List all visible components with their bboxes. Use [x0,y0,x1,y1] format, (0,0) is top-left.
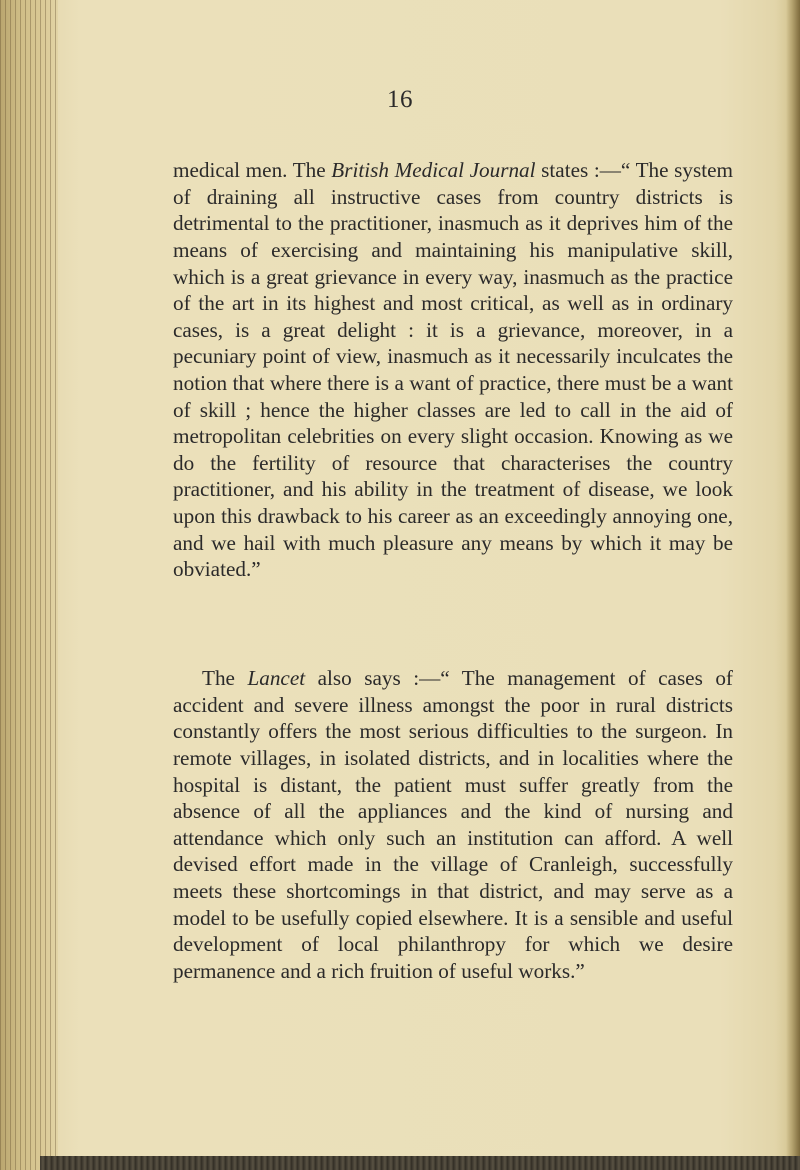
book-binding-gutter [0,0,58,1170]
paragraph-2-lead-text: The [202,666,248,691]
page-bottom-edge [40,1156,800,1170]
paragraph-1 [173,157,733,583]
paragraph-2 [173,665,733,984]
page-right-edge [786,0,800,1170]
paragraph-2-quote-text: also says :—“ The management of cases of accident and severe illness amongst the poor in rural districts constantly offers the most serious difficulties to the surgeon. In remote villages, in isolated districts, and in localities where the hospital is distant, the patient must suffer greatly from the absence of all the appliances and the kind of nursing and attendance which only such an institution can afford. A well devised effort made in the village of Cranleigh, successfully meets these shortcomings in that district, and may serve as a model to be usefully copied elsewhere. It is a sensible and useful development of local philanthropy for which we desire permanence and a rich fruition of useful works.” [173,666,733,983]
paragraph-1-lead-text: medical men. The [173,158,332,183]
paragraph-1-quote-text: states :—“ The system of draining all instructive cases from country districts is detrimental to the practitioner, inasmuch as it deprives him of the means of exercising and maintaining his manipulative skill, which is a great grievance in every way, inasmuch as the practice of the art in its highest and most critical, as well as in ordinary cases, is a great delight : it is a grievance, moreover, in a pecuniary point of view, inasmuch as it necessarily inculcates the notion that where there is a want of practice, there must be a want of skill ; hence the higher classes are led to call in the aid of metropolitan celebrities on every slight occasion. Knowing as we do the fertility of resource that characterises the country practitioner, and his ability in the treatment of disease, we look upon this drawback to his career as an exceedingly annoying one, and we hail with much pleasure any means by which it may be obviated.” [173,158,733,582]
page-number: 16 [387,86,413,113]
journal-title-british-medical-journal: British Medical Journal [331,158,536,183]
journal-title-lancet: Lancet [247,666,306,691]
